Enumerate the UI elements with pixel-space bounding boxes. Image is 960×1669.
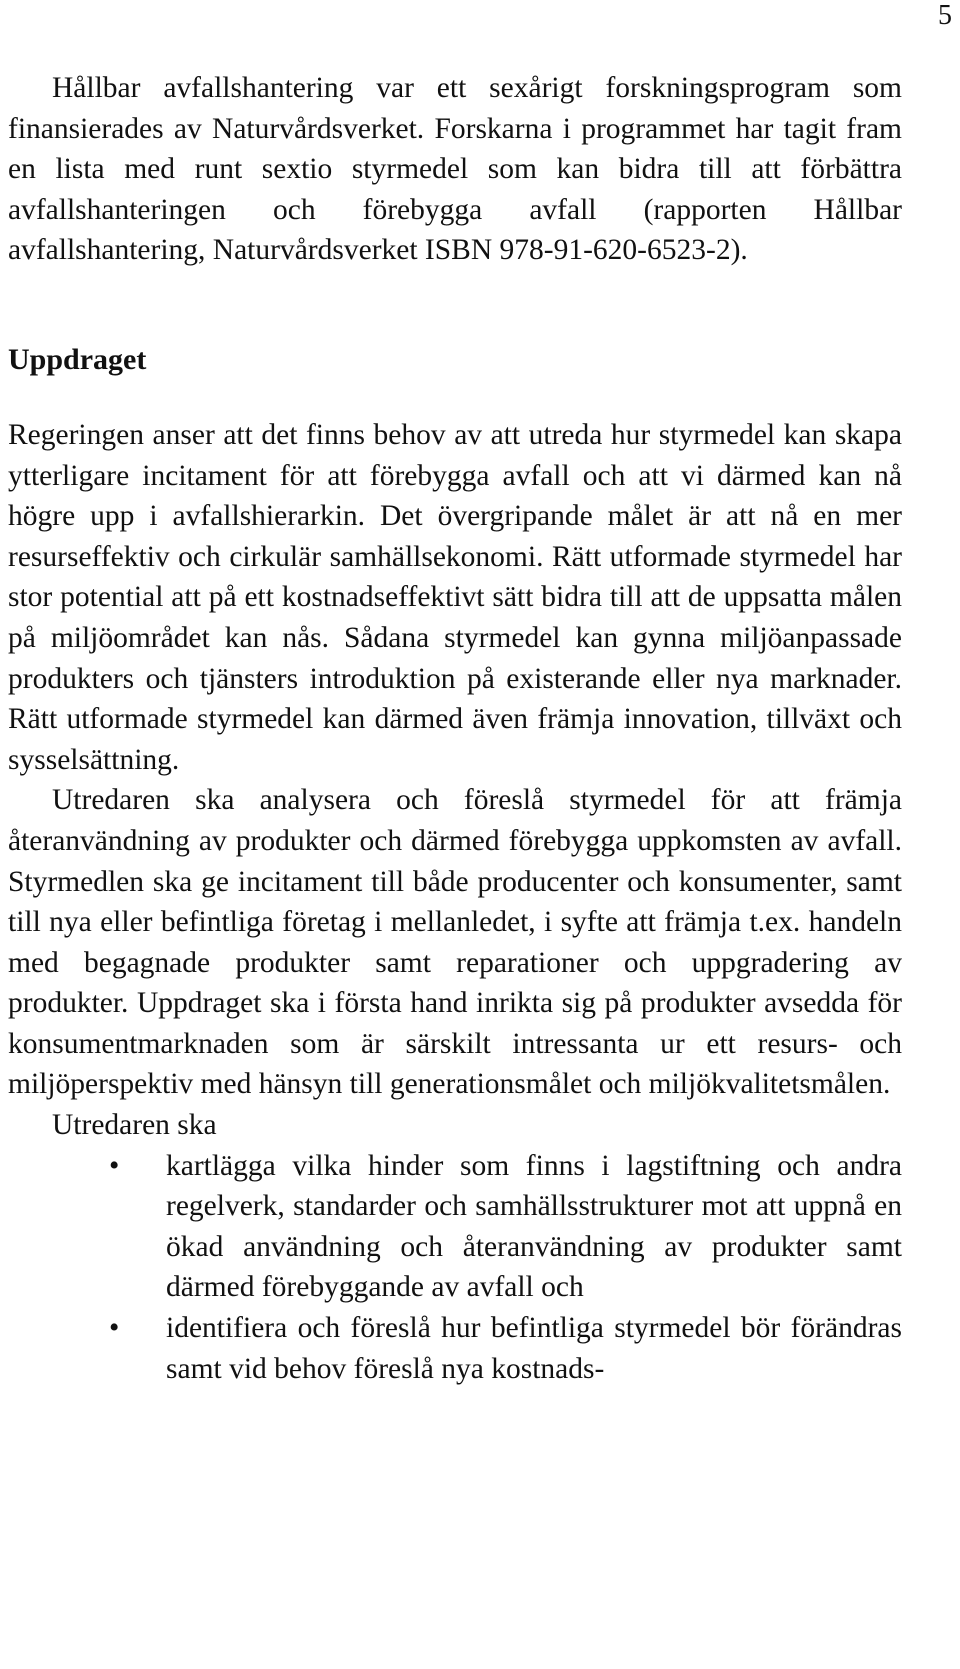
- section-heading-wrap: [8, 340, 902, 380]
- body-paragraph-1: Regeringen anser att det finns behov av att utreda hur styrmedel kan skapa ytterligare incitament för att förebygga avfall och att vi därmed kan nå högre upp i avfallshierarkin. Det övergripande målet är att nå en mer resurseffektiv och cirkulär samhällsekonomi. Rätt utformade styrmedel har stor potential att på ett kostnadseffektivt sätt bidra till att de uppsatta målen på miljöområdet kan nås. Sådana styrmedel kan gynna miljöanpassade produkters och tjänsters introduktion på existerande eller nya marknader. Rätt utformade styrmedel kan därmed även främja innovation, tillväxt och sysselsättning.: [8, 418, 902, 776]
- list-intro: Utredaren ska: [52, 1109, 217, 1142]
- list-item-text: identifiera och föreslå hur befintliga styrmedel bör förändras samt vid behov föreslå nya kostnads-: [166, 1312, 902, 1385]
- bullet-icon: •: [109, 1312, 120, 1345]
- list-item: [8, 1146, 902, 1308]
- section-heading: Uppdraget: [8, 342, 147, 376]
- intro-paragraph: Hållbar avfallshantering var ett sexårigt forskningsprogram som finansierades av Naturvårdsverket. Forskarna i programmet har tagit fram en lista med runt sextio styrmedel som kan bidra till att förbättra avfallshanteringen och förebygga avfall (rapporten Hållbar avfallshantering, Naturvårdsverket ISBN 978-91-​620-6523-2).: [8, 72, 902, 267]
- document-body: [8, 68, 902, 1389]
- list-item-text: kartlägga vilka hinder som finns i lagstiftning och andra regelverk, standarder och samhällsstrukturer mot att uppnå en ökad användning och återanvändning av produkter samt därmed förebyggande av avfall och: [166, 1149, 902, 1304]
- list-item: [8, 1308, 902, 1389]
- body-paragraph-2: Utredaren ska analysera och föreslå styrmedel för att främja återanvändning av produkter och därmed förebygga uppkomsten av avfall. Styrmedlen ska ge incitament till både producenter och konsumenter, samt till nya eller befintliga företag i mellanledet, i syfte att främja t.ex. handeln med begagnade produkter samt reparationer och uppgradering av produkter. Uppdraget ska i första hand inrikta sig på produkter avsedda för konsumentmarknaden som är särskilt intressanta ur ett resurs- och miljöperspektiv med hänsyn till generationsmålet och miljökvalitetsmålen.: [8, 784, 902, 1101]
- page-number: 5: [938, 0, 952, 31]
- bullet-list: [8, 1146, 902, 1390]
- bullet-icon: •: [109, 1149, 120, 1182]
